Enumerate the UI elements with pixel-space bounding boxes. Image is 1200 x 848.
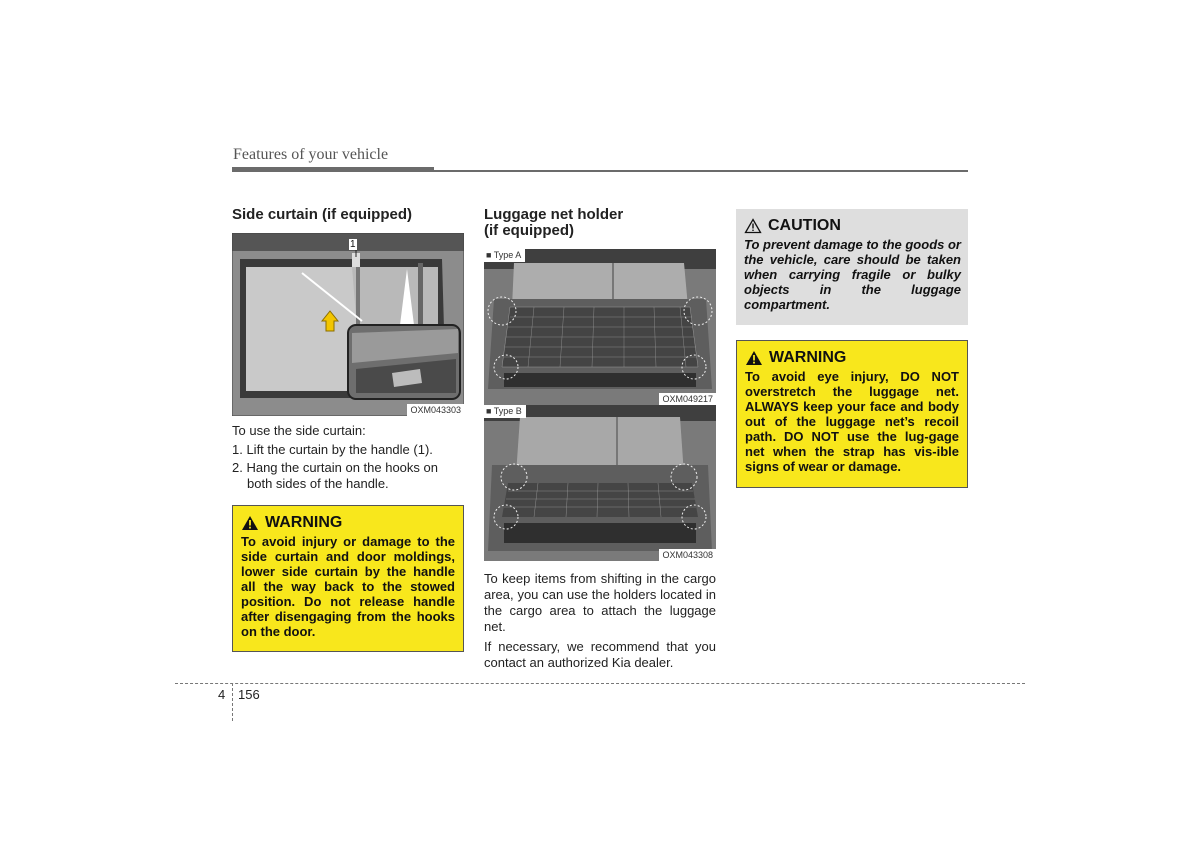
notices-column — [736, 209, 968, 488]
header-rule-thick — [232, 167, 434, 172]
step-item: 2. Hang the curtain on the hooks on both sides of the handle. — [232, 460, 438, 491]
luggage-net-column — [484, 207, 716, 671]
footer-divider — [232, 683, 233, 721]
footer-rule — [175, 683, 1025, 684]
caution-text: To prevent damage to the goods or the vehicle, care should be taken when carrying fragile or bulky objects in the luggage compartment. — [744, 237, 961, 312]
cargo-area-illustration-b — [484, 405, 716, 561]
figure-type-label: ■ Type A — [484, 249, 525, 262]
figure-code: OXM043308 — [659, 549, 716, 561]
caution-title: CAUTION — [768, 217, 841, 234]
page-number: 156 — [238, 687, 260, 702]
luggage-net-title — [484, 207, 716, 239]
step-item: 1. Lift the curtain by the handle (1). — [232, 442, 433, 457]
figure-type-label: ■ Type B — [484, 405, 526, 418]
warning-box — [736, 340, 968, 488]
luggage-net-figure-a — [484, 249, 716, 405]
side-curtain-column — [232, 207, 464, 652]
warning-box — [232, 505, 464, 652]
side-curtain-illustration — [232, 233, 464, 416]
luggage-net-title-line2: (if equipped) — [484, 222, 574, 239]
cargo-area-illustration-a — [484, 249, 716, 405]
luggage-net-figure-b — [484, 405, 716, 561]
warning-title: WARNING — [265, 514, 343, 531]
warning-text: To avoid eye injury, DO NOT overstretch the luggage net. ALWAYS keep your face and body out of the luggage net’s recoil path. DO NOT use the lug-gage net when the strap has vis-ible signs of wear or damage. — [745, 369, 959, 474]
figure-code: OXM049217 — [659, 393, 716, 405]
chapter-number: 4 — [218, 687, 226, 702]
side-curtain-figure — [232, 233, 464, 416]
luggage-net-paragraph-1: To keep items from shifting in the cargo area, you can use the holders located in the cargo area to attach the luggage net. — [484, 571, 716, 634]
header-rule-thin — [434, 170, 968, 172]
warning-triangle-icon — [745, 350, 763, 366]
side-curtain-title: Side curtain (if equipped) — [232, 206, 413, 223]
side-curtain-steps — [232, 442, 464, 492]
warning-title: WARNING — [769, 349, 847, 366]
page-header-title: Features of your vehicle — [233, 146, 389, 163]
caution-triangle-icon — [744, 218, 762, 234]
warning-triangle-icon — [241, 515, 259, 531]
luggage-net-paragraph-2: If necessary, we recommend that you contact an authorized Kia dealer. — [484, 639, 716, 670]
warning-text: To avoid injury or damage to the side curtain and door moldings, lower side curtain by the handle all the way back to the stowed position. Do not release handle after disengaging from the hooks on the door. — [241, 534, 455, 639]
luggage-net-title-line1: Luggage net holder — [484, 206, 624, 223]
callout-number: 1 — [350, 239, 356, 250]
figure-code: OXM043303 — [407, 404, 464, 416]
side-curtain-intro: To use the side curtain: — [232, 423, 366, 438]
caution-box — [736, 209, 968, 325]
